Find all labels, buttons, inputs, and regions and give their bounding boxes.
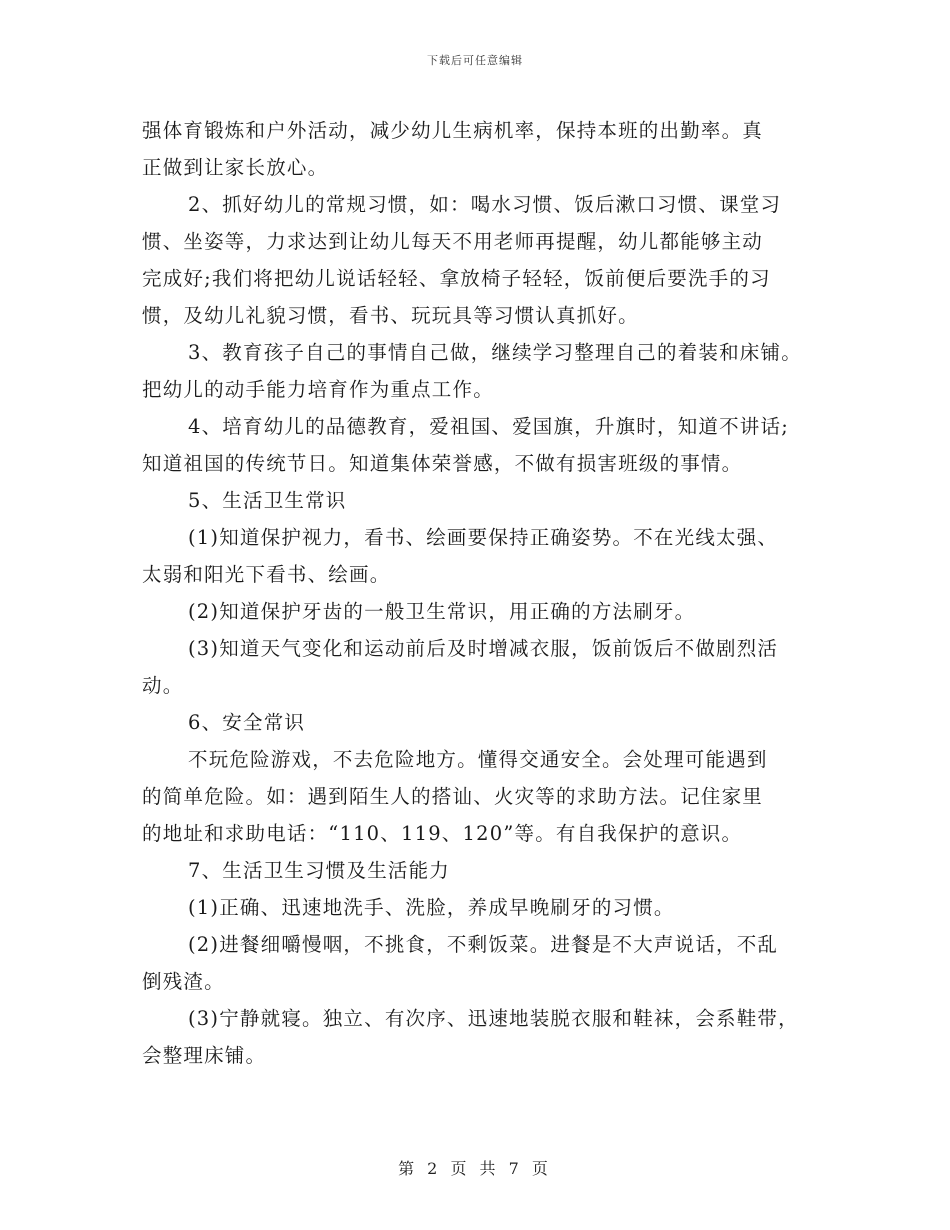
page-header: 下载后可任意编辑 [427,54,523,67]
text-line: 完成好;我们将把幼儿说话轻轻、拿放椅子轻轻，饭前便后要洗手的习 [142,267,771,290]
text-line: 3、教育孩子自己的事情自己做，继续学习整理自己的着装和床铺。 [188,341,802,364]
text-line: 7、生活卫生习惯及生活能力 [188,859,451,882]
text-line: (1)正确、迅速地洗手、洗脸，养成早晚刷牙的习惯。 [188,896,675,919]
text-line: 正做到让家长放心。 [142,156,329,179]
text-line: 把幼儿的动手能力培育作为重点工作。 [142,378,494,401]
text-line: 4、培育幼儿的品德教育，爱祖国、爱国旗，升旗时，知道不讲话; [188,415,789,438]
text-line: (1)知道保护视力，看书、绘画要保持正确姿势。不在光线太强、 [188,526,779,549]
text-line: 倒残渣。 [142,970,225,993]
page-number: 第 2 页 共 7 页 [398,1159,552,1178]
text-line: 6、安全常识 [188,711,306,734]
text-line: 知道祖国的传统节日。知道集体荣誉感，不做有损害班级的事情。 [142,452,743,475]
text-line: (2)知道保护牙齿的一般卫生常识，用正确的方法刷牙。 [188,600,696,623]
text-line: 强体育锻炼和户外活动，减少幼儿生病机率，保持本班的出勤率。真 [142,119,764,142]
text-line: 2、抓好幼儿的常规习惯，如：喝水习惯、饭后漱口习惯、课堂习 [188,193,782,216]
document-body [142,112,822,1074]
text-line: 的地址和求助电话：“110、119、120”等。有自我保护的意识。 [142,822,743,845]
text-line: 惯，及幼儿礼貌习惯，看书、玩玩具等习惯认真抓好。 [142,304,639,327]
text-line: (3)宁静就寝。独立、有次序、迅速地装脱衣服和鞋袜，会系鞋带， [188,1007,799,1030]
text-line: 的简单危险。如：遇到陌生人的搭讪、火灾等的求助方法。记住家里 [142,785,764,808]
text-line: 5、生活卫生常识 [188,489,347,512]
text-line: 太弱和阳光下看书、绘画。 [142,563,391,586]
text-line: (3)知道天气变化和运动前后及时增减衣服，饭前饭后不做剧烈活 [188,637,779,660]
text-line: 会整理床铺。 [142,1044,267,1067]
text-line: 惯、坐姿等，力求达到让幼儿每天不用老师再提醒，幼儿都能够主动 [142,230,764,253]
text-line: 不玩危险游戏，不去危险地方。懂得交通安全。会处理可能遇到 [188,748,768,771]
text-line: 动。 [142,674,184,697]
text-line: (2)进餐细嚼慢咽，不挑食，不剩饭菜。进餐是不大声说话，不乱 [188,933,779,956]
